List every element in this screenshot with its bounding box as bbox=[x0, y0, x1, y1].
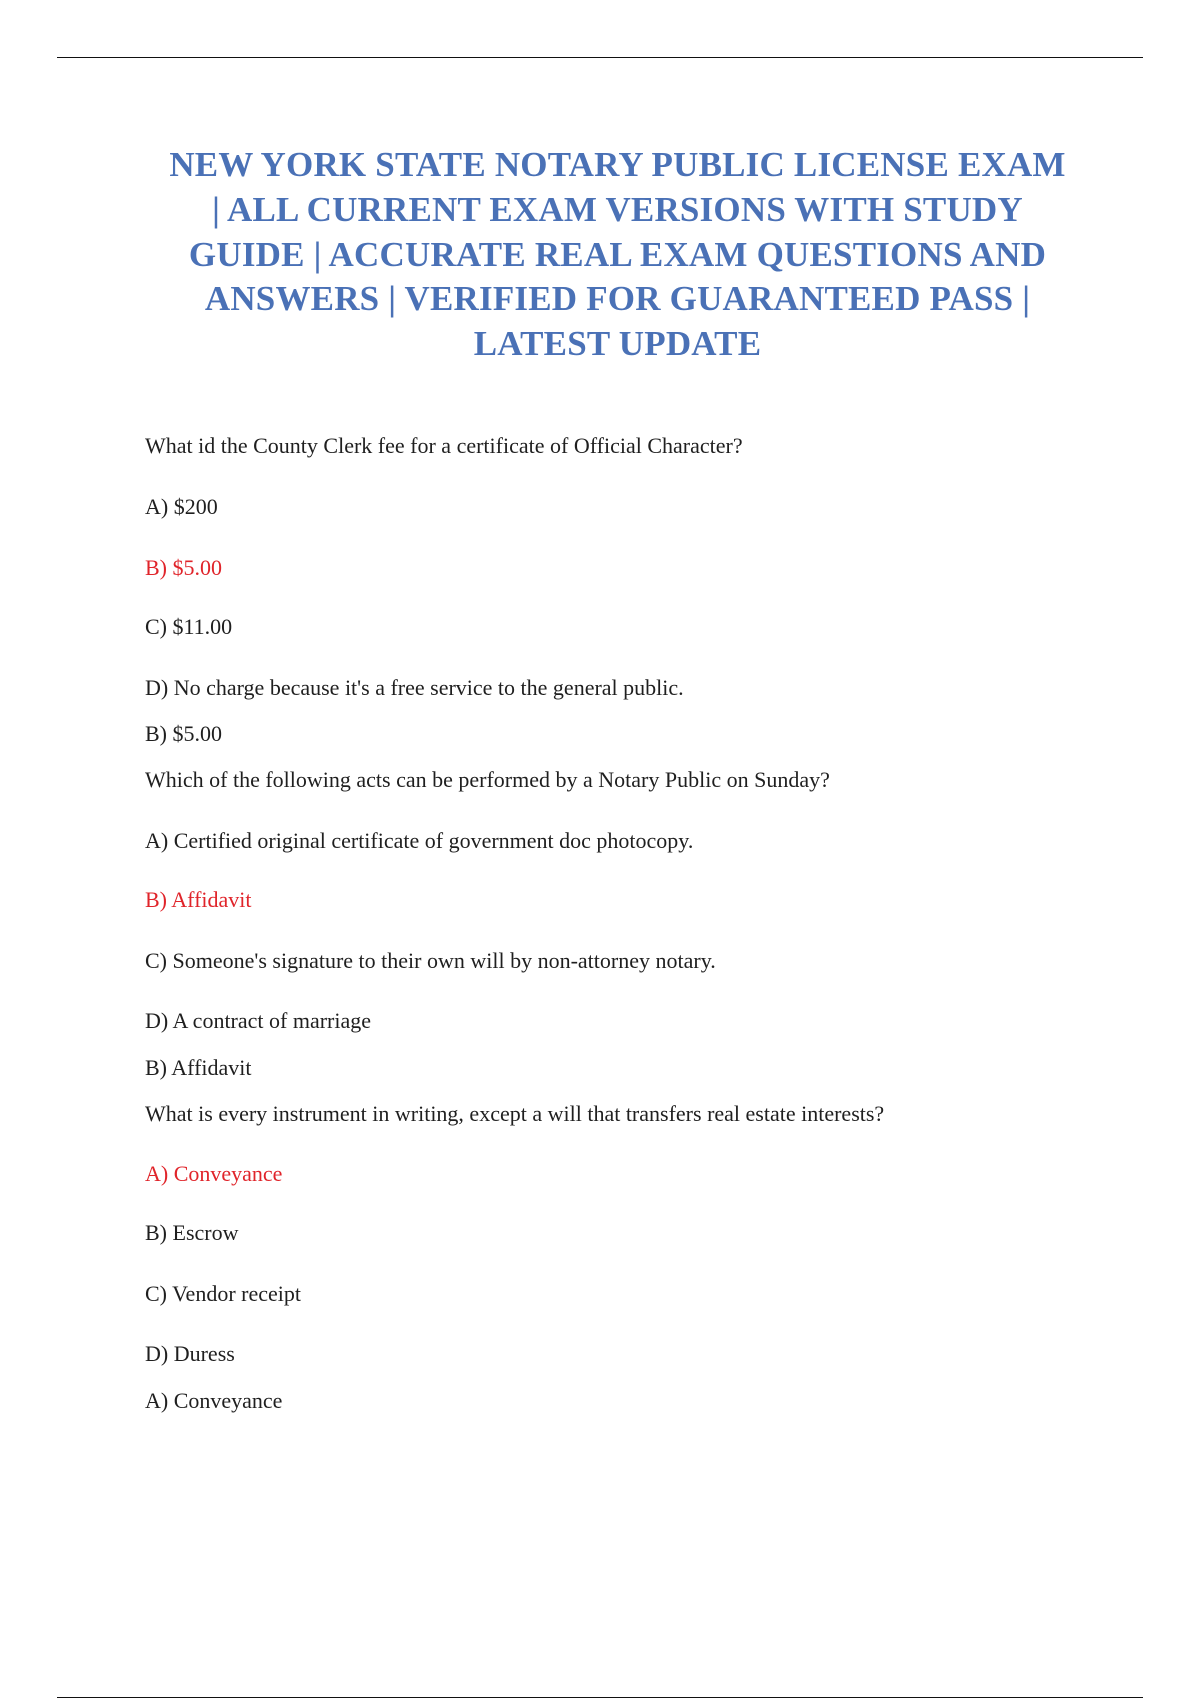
option-b-correct: B) Affidavit bbox=[145, 887, 252, 912]
option-c: C) Vendor receipt bbox=[145, 1281, 301, 1306]
answer-line: A) Conveyance bbox=[145, 1388, 283, 1413]
option-a: A) $200 bbox=[145, 494, 218, 519]
option-d: D) A contract of marriage bbox=[145, 1008, 372, 1033]
option-b: B) Escrow bbox=[145, 1220, 239, 1245]
answer-line: B) $5.00 bbox=[145, 721, 222, 746]
title-line: | ALL CURRENT EXAM VERSIONS WITH STUDY bbox=[212, 189, 1023, 229]
option-c: C) $11.00 bbox=[145, 614, 233, 639]
option-d: D) Duress bbox=[145, 1341, 235, 1366]
option-b-correct: B) $5.00 bbox=[145, 555, 222, 580]
option-c: C) Someone's signature to their own will by non-attorney notary. bbox=[145, 948, 716, 973]
title-line: GUIDE | ACCURATE REAL EXAM QUESTIONS AND bbox=[188, 234, 1047, 274]
question-text: Which of the following acts can be performed by a Notary Public on Sunday? bbox=[145, 767, 830, 792]
answer-line: B) Affidavit bbox=[145, 1055, 252, 1080]
question-text: What is every instrument in writing, except a will that transfers real estate interests? bbox=[145, 1101, 885, 1126]
title-line: ANSWERS | VERIFIED FOR GUARANTEED PASS | bbox=[204, 279, 1031, 319]
title-line: NEW YORK STATE NOTARY PUBLIC LICENSE EXAM bbox=[169, 145, 1066, 184]
option-a-correct: A) Conveyance bbox=[145, 1161, 283, 1186]
document-title bbox=[120, 143, 1115, 367]
bottom-rule bbox=[57, 1697, 1143, 1698]
top-rule bbox=[57, 57, 1143, 58]
option-d: D) No charge because it's a free service to the general public. bbox=[145, 675, 684, 700]
option-a: A) Certified original certificate of government doc photocopy. bbox=[145, 828, 694, 853]
question-text: What id the County Clerk fee for a certificate of Official Character? bbox=[145, 433, 743, 458]
title-line: LATEST UPDATE bbox=[473, 324, 762, 364]
